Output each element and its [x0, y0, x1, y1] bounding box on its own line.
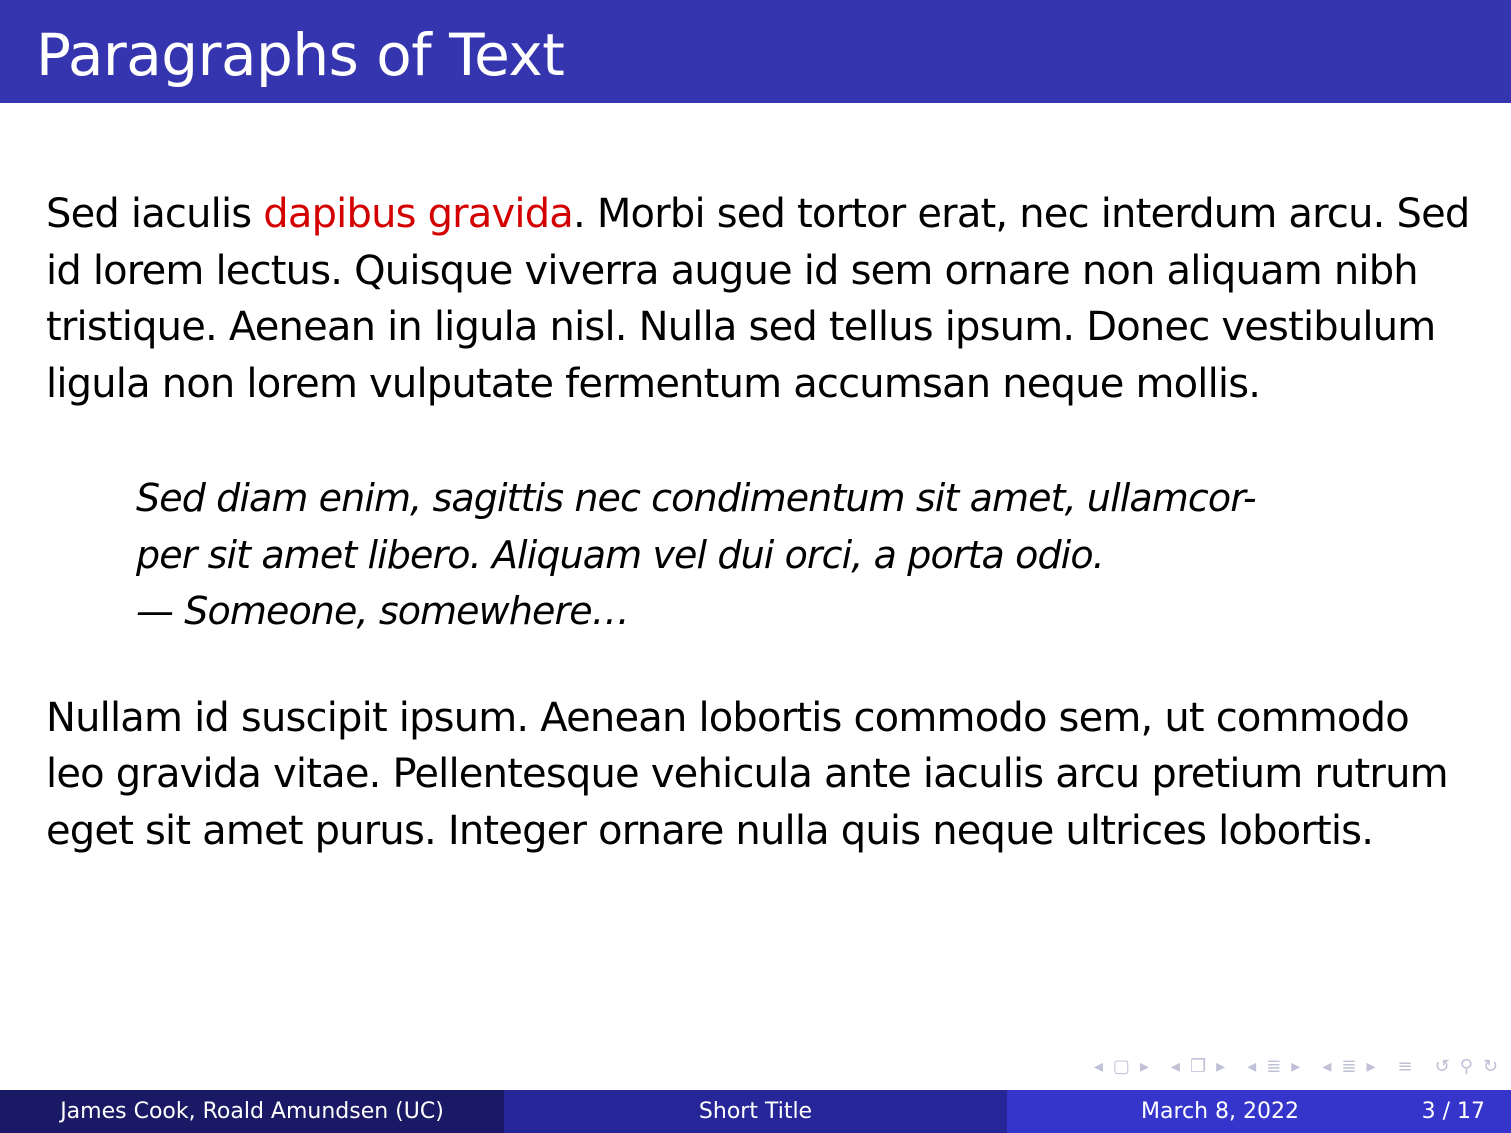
paragraph-1-start: Sed iaculis: [46, 191, 264, 237]
presentation-icon[interactable]: ≣: [1341, 1056, 1357, 1077]
menu-nav: [1395, 1052, 1416, 1082]
frame-icon[interactable]: ▢: [1112, 1056, 1130, 1077]
section-icon[interactable]: ≣: [1266, 1056, 1282, 1077]
nav-prev-icon[interactable]: ◂: [1247, 1056, 1257, 1077]
subsection-icon[interactable]: ❐: [1189, 1056, 1207, 1077]
nav-prev-icon[interactable]: ◂: [1322, 1056, 1332, 1077]
back-icon[interactable]: ↺: [1434, 1056, 1450, 1077]
footer-date: March 8, 2022: [1141, 1099, 1300, 1124]
nav-prev-icon[interactable]: ◂: [1093, 1056, 1103, 1077]
navigation-symbols: [1075, 1052, 1501, 1082]
quote-attribution: — Someone, somewhere…: [136, 589, 629, 633]
nav-next-icon[interactable]: ▸: [1291, 1056, 1301, 1077]
footer-date-page: [1007, 1090, 1511, 1133]
paragraph-1-rest: . Morbi sed tortor erat, nec interdum arcu. Sed id lorem lectus. Quisque viverra augue id sem ornare non aliquam nibh tristique. Aenean in ligula nisl. Nulla sed tellus ipsum. Donec vestibulum ligula non lorem vulputate fermentum accumsan neque mollis.: [46, 191, 1470, 407]
paragraph-1: [46, 186, 1476, 412]
subsection-nav: [1168, 1052, 1228, 1082]
presentation-nav: [1319, 1052, 1378, 1082]
search-nav: [1432, 1052, 1501, 1082]
menu-icon[interactable]: ≡: [1397, 1056, 1413, 1077]
search-icon[interactable]: ⚲: [1459, 1056, 1473, 1077]
frame-title: Paragraphs of Text: [36, 21, 565, 89]
footer: [0, 1090, 1511, 1133]
nav-prev-icon[interactable]: ◂: [1170, 1056, 1180, 1077]
quote-line: per sit amet libero. Aliquam vel dui orci, a porta odio.: [136, 532, 1104, 577]
footer-page-number: 3 / 17: [1421, 1099, 1485, 1124]
section-nav: [1244, 1052, 1303, 1082]
slide-content: [46, 186, 1476, 859]
footer-short-title: Short Title: [504, 1090, 1007, 1133]
block-quote: [136, 470, 1476, 640]
title-bar: [0, 0, 1511, 103]
footer-authors: James Cook, Roald Amundsen (UC): [0, 1090, 504, 1133]
quote-line: Sed diam enim, sagittis nec condimentum sit amet, ullamcor-: [136, 476, 1256, 520]
nav-next-icon[interactable]: ▸: [1139, 1056, 1149, 1077]
frame-nav: [1091, 1052, 1152, 1082]
forward-icon[interactable]: ↻: [1482, 1056, 1498, 1077]
paragraph-2: Nullam id suscipit ipsum. Aenean lobortis commodo sem, ut commodo leo gravida vitae. Pellentesque vehicula ante iaculis arcu pretium rutrum eget sit amet purus. Integer ornare nulla quis neque ultrices lobortis.: [46, 694, 1448, 854]
nav-next-icon[interactable]: ▸: [1216, 1056, 1226, 1077]
nav-next-icon[interactable]: ▸: [1366, 1056, 1376, 1077]
highlighted-text: dapibus gravida: [263, 191, 574, 237]
